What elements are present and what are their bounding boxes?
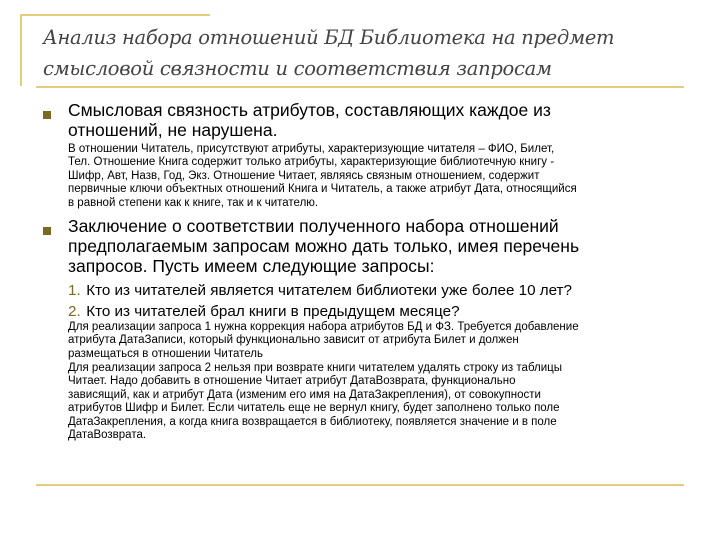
paragraph-query-2-line: зависящий, как и атрибут Дата (изменим его имя на ДатаЗакрепления), от совокупности: [68, 388, 541, 401]
bullet-2-line: запросов. Пусть имеем следующие запросы:: [68, 256, 435, 276]
slide-title: [43, 22, 643, 84]
bullet-1: [68, 100, 688, 140]
query-text: Кто из читателей является читателем библиотеки уже более 10 лет?: [86, 282, 572, 299]
paragraph-relations-line: В отношении Читатель, присутствуют атрибуты, характеризующие читателя – ФИО, Билет,: [68, 143, 555, 155]
paragraph-relations-line: в равной степени как к книге, так и к читателю.: [68, 196, 319, 209]
paragraph-query-2-line: ДатаЗакрепления, а когда книга возвращается в библиотеку, появляется значение и в поле: [68, 415, 557, 428]
paragraph-relations: [68, 143, 698, 210]
title-divider: [36, 86, 684, 88]
query-item: [68, 280, 698, 301]
bullet-2-line: Заключение о соответствии полученного набора отношений: [68, 216, 559, 236]
paragraph-relations-line: Шифр, Авт, Назв, Год, Экз. Отношение Читает, являясь связным отношением, содержит: [68, 169, 540, 182]
paragraph-query-2-line: атрибутов Шифр и Билет. Если читатель еще не вернул книгу, будет заполнено только поле: [68, 402, 560, 415]
paragraph-query-1-line: размещаться в отношении Читатель: [68, 347, 263, 360]
query-item: [68, 301, 698, 322]
paragraph-query-2: [68, 362, 698, 442]
bullet-square-icon: [43, 227, 51, 235]
paragraph-query-1: [68, 321, 698, 361]
paragraph-query-2-line: Читает. Надо добавить в отношение Читает атрибут ДатаВозврата, функционально: [68, 375, 516, 388]
bullet-1-line-2: отношений, не нарушена.: [68, 120, 278, 140]
query-text: Кто из читателей брал книги в предыдущем месяце?: [86, 303, 460, 320]
query-number: 1.: [68, 282, 81, 299]
bullet-2-line: предполагаемым запросам можно дать только, имея перечень: [68, 236, 580, 256]
slide-title-line-1: Анализ набора отношений БД Библиотека на предмет: [43, 26, 615, 49]
frame-corner-horizontal: [20, 14, 210, 16]
bottom-divider: [36, 484, 684, 486]
slide-title-line-2: смысловой связности и соответствия запросам: [43, 57, 552, 80]
queries-list: [68, 280, 698, 322]
paragraph-query-2-line: ДатаВозврата.: [68, 429, 147, 442]
paragraph-query-2-line: Для реализации запроса 2 нельзя при возврате книги читателем удалять строку из таблицы: [68, 362, 562, 374]
paragraph-query-1-line: Для реализации запроса 1 нужна коррекция набора атрибутов БД и ФЗ. Требуется добавление: [68, 321, 579, 333]
bullet-square-icon: [43, 111, 51, 119]
frame-corner-vertical: [20, 14, 22, 86]
paragraph-query-1-line: атрибута ДатаЗаписи, который функционально зависит от атрибута Билет и должен: [68, 334, 519, 347]
paragraph-relations-line: первичные ключи объектных отношений Книга и Читатель, а также атрибут Дата, относящийся: [68, 183, 577, 196]
bullet-1-line-1: Смысловая связность атрибутов, составляющих каждое из: [68, 100, 551, 120]
paragraph-relations-line: Тел. Отношение Книга содержит только атрибуты, характеризующие библиотечную книгу -: [68, 156, 555, 169]
query-number: 2.: [68, 303, 81, 320]
bullet-2: [68, 216, 698, 276]
